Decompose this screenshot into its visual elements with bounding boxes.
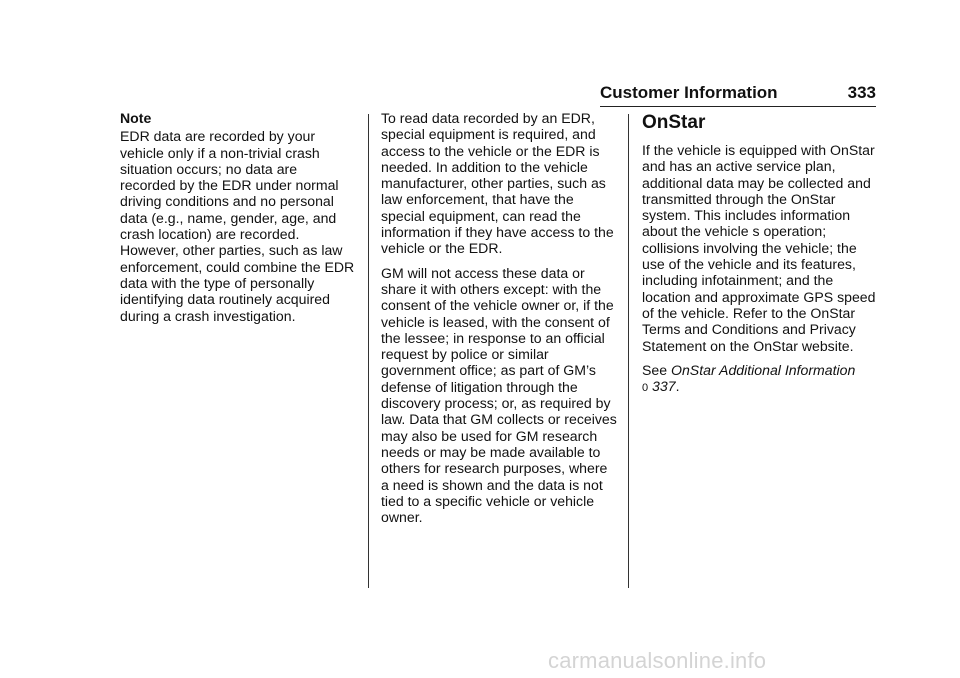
edr-paragraph-read-data: To read data recorded by an EDR, special equipment is required, and access to the vehicle or the EDR is needed. In addition to the vehicle manufacturer, other parties, such as law enforcement, that have the special equipment, can read the information if they have access to the vehicle or the EDR. bbox=[381, 110, 614, 257]
column-left bbox=[120, 110, 356, 332]
edr-paragraph-gm-access: GM will not access these data or share it with others except: with the consent of the vehicle owner or, if the vehicle is leased, with the consent of the lessee; in response to an official request by police or similar government office; as part of GM’s defense of litigation through the discovery process; or, as required by law. Data that GM collects or receives may also be used for GM research needs or may be made available to others for research purposes, where a need is shown and the data is not tied to a specific vehicle or vehicle owner. bbox=[381, 264, 617, 526]
note-paragraph: EDR data are recorded by your vehicle only if a non-trivial crash situation occurs; no data are recorded by the EDR under normal driving conditions and no personal data (e.g., name, gender, age, and crash location) are recorded. However, other parties, such as law enforcement, could combine the EDR data with the type of personally identifying data routinely acquired during a crash investigation. bbox=[120, 128, 355, 324]
page-ref-arrow-icon: 0 bbox=[642, 382, 649, 395]
onstar-paragraph: If the vehicle is equipped with OnStar and has an active service plan, additional data may be collected and transmitted through the OnStar system. This includes information about the vehicle s operation; collisions involving the vehicle; the use of the vehicle and its features, including infotainment; and the location and approximate GPS speed of the vehicle. Refer to the OnStar Terms and Conditions and Privacy Statement on the OnStar website. bbox=[642, 142, 876, 354]
see-reference-link[interactable]: OnStar Additional Information bbox=[671, 361, 856, 378]
page-number: 333 bbox=[847, 83, 876, 102]
column-middle bbox=[381, 110, 617, 533]
see-reference-page[interactable]: 337 bbox=[652, 378, 676, 395]
column-divider-left bbox=[368, 114, 369, 588]
note-label: Note bbox=[120, 110, 152, 126]
onstar-heading: OnStar bbox=[642, 112, 706, 133]
section-title: Customer Information bbox=[600, 83, 778, 102]
onstar-see-reference bbox=[642, 362, 878, 397]
see-prefix: See bbox=[642, 361, 668, 378]
watermark: carmanualsonline.info bbox=[548, 648, 767, 673]
page-header bbox=[600, 82, 876, 107]
column-divider-right bbox=[628, 114, 629, 588]
column-right bbox=[642, 112, 878, 404]
see-reference-suffix: . bbox=[675, 378, 680, 395]
